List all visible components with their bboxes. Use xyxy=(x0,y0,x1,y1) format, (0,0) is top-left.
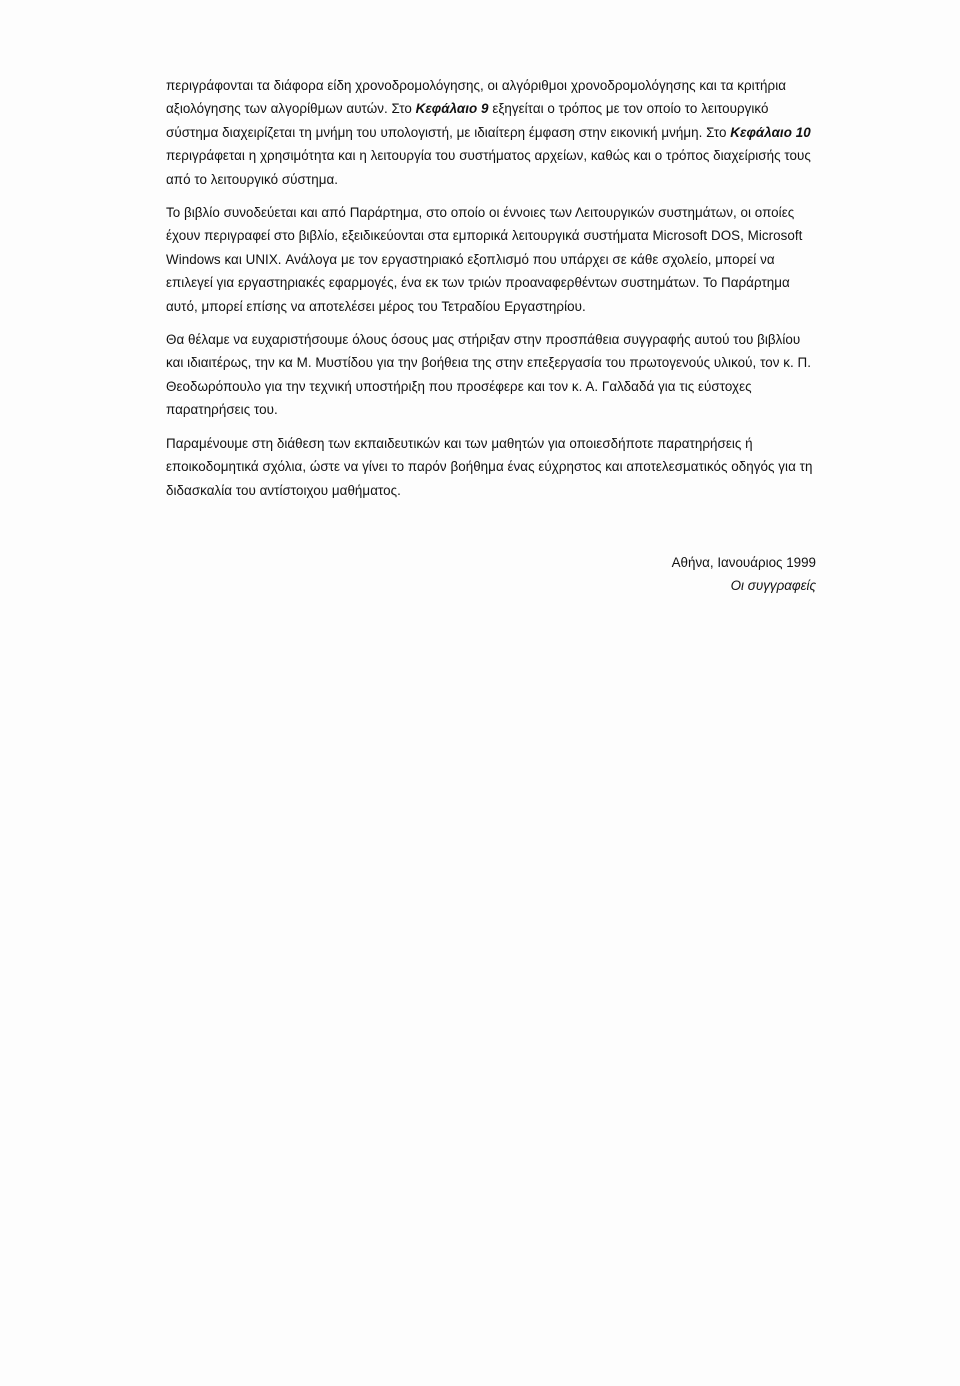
text-segment: περιγράφονται τα διάφορα είδη χρονοδρομολόγησης, οι αλγόριθμοι χρονοδρομολόγησης και τα κριτήρια αξιολόγησης των αλγορίθμων αυτών. Στο xyxy=(166,78,787,117)
signoff xyxy=(672,551,816,598)
paragraph-chapters xyxy=(166,74,816,191)
text-segment: Το βιβλίο συνοδεύεται και από Παράρτημα, στο οποίο οι έννοιες των Λειτουργικών συστημάτων, οι οποίες έχουν περιγραφεί στο βιβλίο, εξειδικεύονται στα εμπορικά λειτουργικά συστήματα Microsoft DOS, Microsoft Windows και UNIX. Ανάλογα με τον εργαστηριακό εξοπλισμό που υπάρχει σε κάθε σχολείο, μπορεί να επιλεγεί για εργαστηριακές εφαρμογές, ένα εκ των τριών προαναφερθέντων συστημάτων. Το Παράρτημα αυτό, μπορεί επίσης να αποτελέσει μέρος του Τετραδίου Εργαστηρίου. xyxy=(166,205,803,314)
document-body xyxy=(166,74,816,512)
text-segment: Θα θέλαμε να ευχαριστήσουμε όλους όσους μας στήριξαν στην προσπάθεια συγγραφής αυτού του βιβλίου και ιδιαιτέρως, την κα Μ. Μυστίδου για την βοήθεια της στην επεξεργασία του πρωτογενούς υλικού, τον κ. Π. Θεοδωρόπουλο για την τεχνική υποστήριξη που προσέφερε και τον κ. Α. Γαλδαδά για τις εύστοχες παρατηρήσεις του. xyxy=(166,332,812,418)
chapter-10-reference: Κεφάλαιο 10 xyxy=(730,124,811,140)
text-segment: περιγράφεται η χρησιμότητα και η λειτουργία του συστήματος αρχείων, καθώς και ο τρόπος διαχείρισής τους από το λειτουργικό σύστημα. xyxy=(166,148,811,187)
place-date: Αθήνα, Ιανουάριος 1999 xyxy=(671,555,816,570)
chapter-9-reference: Κεφάλαιο 9 xyxy=(415,101,489,117)
text-segment: Παραμένουμε στη διάθεση των εκπαιδευτικών και των μαθητών για οποιεσδήποτε παρατηρήσεις ή εποικοδομητικά σχόλια, ώστε να γίνει το παρόν βοήθημα ένας εύχρηστος και αποτελεσματικός οδηγός για τη διδασκαλία του αντίστοιχου μαθήματος. xyxy=(166,435,813,498)
paragraph-appendix xyxy=(166,201,816,318)
authors-signature: Οι συγγραφείς xyxy=(730,578,816,594)
paragraph-acknowledgements xyxy=(166,328,816,422)
text-segment: εξηγείται ο τρόπος με τον οποίο το λειτουργικό σύστημα διαχειρίζεται τη μνήμη του υπολογιστή, με ιδιαίτερη έμφαση στην εικονική μνήμη. Στο xyxy=(166,101,769,140)
paragraph-feedback xyxy=(166,432,816,502)
